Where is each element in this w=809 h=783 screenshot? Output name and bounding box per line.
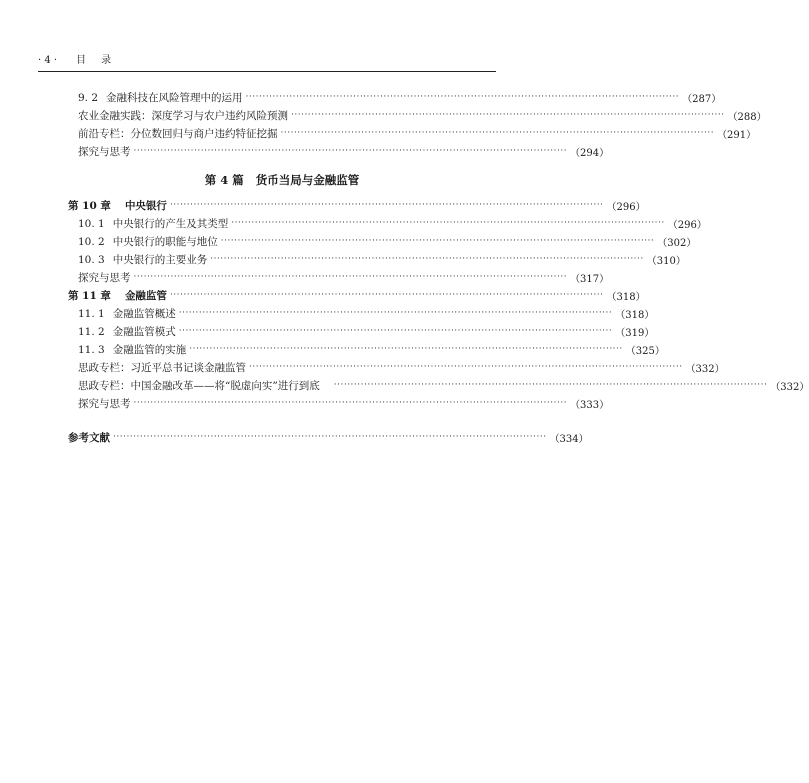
leader-dots: ································································································································· bbox=[113, 432, 547, 442]
leader-dots: ································································································································· bbox=[280, 128, 715, 138]
leader-dots: ································································································································· bbox=[333, 380, 768, 390]
toc-entry[interactable] bbox=[78, 394, 610, 412]
toc-entry[interactable] bbox=[78, 376, 809, 394]
entry-page: （332） bbox=[770, 381, 809, 393]
entry-number: 10. 2 bbox=[78, 235, 105, 248]
entry-title: 思政专栏：习近平总书记谈金融监管 bbox=[78, 361, 246, 374]
entry-page: （296） bbox=[667, 219, 707, 231]
chapter-title: 金融监管 bbox=[124, 289, 167, 302]
entry-page: （317） bbox=[570, 273, 610, 285]
toc-entry[interactable] bbox=[78, 358, 725, 376]
chapter-title: 中央银行 bbox=[124, 199, 167, 212]
header-title: 目 录 bbox=[76, 55, 118, 66]
chapter-number: 第 11 章 bbox=[68, 289, 111, 302]
part-number: 第 4 篇 bbox=[204, 173, 244, 187]
entry-number: 10. 1 bbox=[78, 217, 105, 230]
entry-page: （288） bbox=[727, 111, 767, 123]
entry-page: （296） bbox=[606, 201, 646, 213]
entry-page: （310） bbox=[646, 255, 686, 267]
leader-dots: ································································································································· bbox=[133, 272, 568, 282]
entry-title: 探究与思考 bbox=[78, 145, 131, 158]
entry-title: 金融监管概述 bbox=[112, 307, 176, 320]
toc-entry[interactable] bbox=[78, 106, 767, 124]
leader-dots: ································································································································· bbox=[249, 362, 683, 372]
toc-references-entry[interactable] bbox=[68, 428, 589, 446]
leader-dots: ································································································································· bbox=[210, 254, 644, 264]
leader-dots: ································································································································· bbox=[231, 218, 665, 228]
entry-title: 金融监管模式 bbox=[112, 325, 176, 338]
entry-number: 9. 2 bbox=[78, 91, 99, 104]
leader-dots: ································································································································· bbox=[178, 308, 613, 318]
references-title: 参考文献 bbox=[68, 431, 110, 444]
entry-page: （291） bbox=[717, 129, 757, 141]
leader-dots: ································································································································· bbox=[169, 200, 604, 210]
part-title: 货币当局与金融监管 bbox=[255, 173, 360, 187]
toc-chapter-entry[interactable] bbox=[68, 286, 646, 304]
leader-dots: ································································································································· bbox=[133, 146, 568, 156]
leader-dots: ································································································································· bbox=[178, 326, 613, 336]
toc-entry[interactable] bbox=[78, 340, 665, 358]
entry-number: 11. 3 bbox=[78, 343, 105, 356]
running-header bbox=[38, 52, 496, 70]
leader-dots: ································································································································· bbox=[133, 398, 568, 408]
chapter-number: 第 10 章 bbox=[68, 199, 111, 212]
entry-title: 中央银行的主要业务 bbox=[112, 253, 208, 266]
entry-page: （334） bbox=[549, 433, 589, 445]
leader-dots: ································································································································· bbox=[189, 344, 623, 354]
toc-entry[interactable] bbox=[78, 88, 722, 106]
entry-page: （287） bbox=[682, 93, 722, 105]
entry-page: （318） bbox=[606, 291, 646, 303]
header-rule bbox=[38, 71, 496, 72]
entry-page: （318） bbox=[615, 309, 655, 321]
entry-title: 前沿专栏：分位数回归与商户违约特征挖掘 bbox=[78, 127, 278, 140]
entry-title: 中央银行的产生及其类型 bbox=[112, 217, 229, 230]
entry-page: （319） bbox=[615, 327, 655, 339]
entry-title: 中央银行的职能与地位 bbox=[112, 235, 218, 248]
page-number: · 4 · bbox=[38, 55, 58, 66]
entry-number: 11. 1 bbox=[78, 307, 105, 320]
leader-dots: ································································································································· bbox=[220, 236, 655, 246]
toc-entry[interactable] bbox=[78, 232, 697, 250]
entry-page: （325） bbox=[625, 345, 665, 357]
leader-dots: ································································································································· bbox=[291, 110, 725, 120]
entry-title: 金融监管的实施 bbox=[112, 343, 187, 356]
toc-entry[interactable] bbox=[78, 142, 610, 160]
toc-entry[interactable] bbox=[78, 268, 610, 286]
entry-number: 11. 2 bbox=[78, 325, 105, 338]
entry-page: （294） bbox=[570, 147, 610, 159]
entry-title: 探究与思考 bbox=[78, 271, 131, 284]
leader-dots: ································································································································· bbox=[169, 290, 604, 300]
entry-title: 金融科技在风险管理中的运用 bbox=[106, 91, 243, 104]
toc-chapter-entry[interactable] bbox=[68, 196, 646, 214]
leader-dots: ································································································································· bbox=[245, 92, 680, 102]
entry-title: 探究与思考 bbox=[78, 397, 131, 410]
entry-title: 农业金融实践：深度学习与农户违约风险预测 bbox=[78, 109, 288, 122]
toc-entry[interactable] bbox=[78, 214, 707, 232]
entry-number: 10. 3 bbox=[78, 253, 105, 266]
entry-page: （302） bbox=[657, 237, 697, 249]
toc-entry[interactable] bbox=[78, 250, 686, 268]
entry-page: （333） bbox=[570, 399, 610, 411]
part-heading bbox=[0, 170, 564, 190]
entry-page: （332） bbox=[685, 363, 725, 375]
toc-entry[interactable] bbox=[78, 124, 757, 142]
entry-title: 思政专栏：中国金融改革——将“脱虚向实”进行到底 bbox=[78, 379, 320, 392]
toc-entry[interactable] bbox=[78, 322, 655, 340]
toc-entry[interactable] bbox=[78, 304, 655, 322]
